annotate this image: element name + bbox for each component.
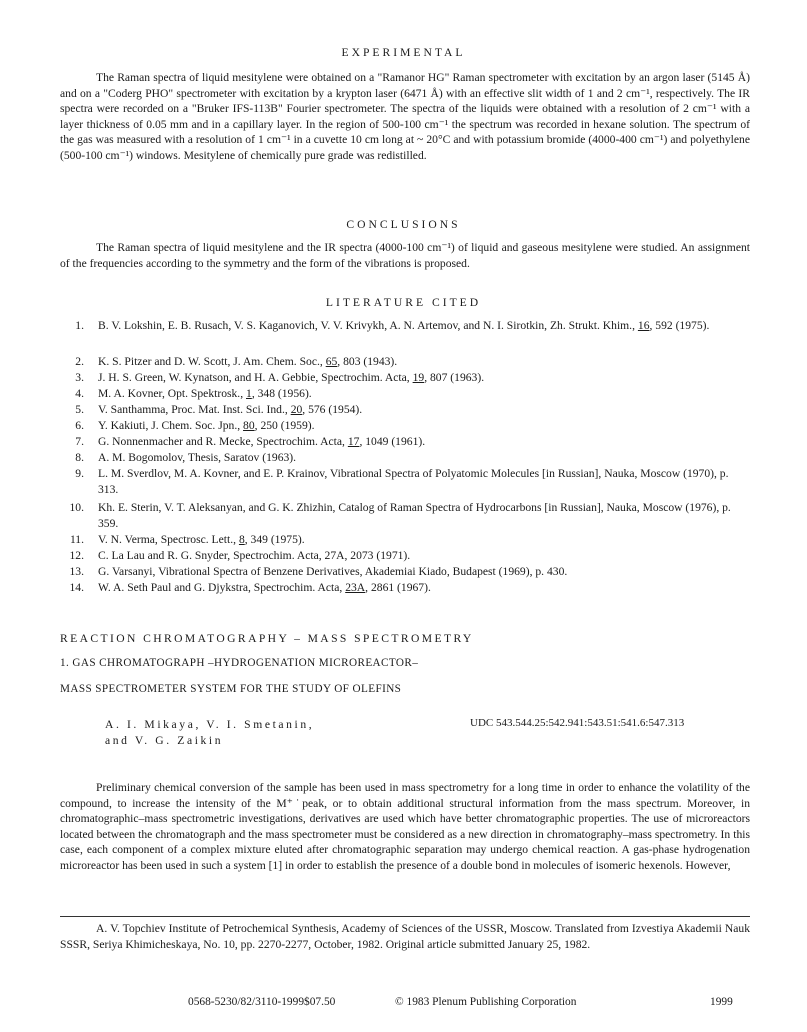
- reference-citation: A. M. Bogomolov, Thesis, Saratov (1963).: [98, 451, 297, 464]
- reference-volume: 1: [246, 387, 252, 400]
- reference-volume: 8: [238, 533, 245, 546]
- literature-heading: LITERATURE CITED: [325, 296, 482, 309]
- reference-number: 7.: [75, 435, 84, 448]
- reference-citation: C. La Lau and R. G. Snyder, Spectrochim. Acta, 27A, 2073 (1971).: [98, 549, 411, 562]
- reference-text: [98, 402, 750, 418]
- reference-number: 6.: [75, 419, 84, 432]
- reference-number: 8.: [75, 451, 84, 464]
- reference-citation: K. S. Pitzer and D. W. Scott, J. Am. Chem. Soc.,: [98, 355, 323, 368]
- reference-volume: 16: [637, 319, 650, 332]
- reference-citation: V. Santhamma, Proc. Mat. Inst. Sci. Ind.,: [98, 403, 288, 416]
- reference-pages: , 592 (1975).: [649, 319, 710, 332]
- experimental-paragraph: The Raman spectra of liquid mesitylene were obtained on a "Ramanor HG" Raman spectrometer with excitation by an argon laser (5145 Å) and on a "Coderg PHO" spectrometer with excitation by a krypton laser (6471 Å) with an effective slit width of 1 and 2 cm⁻¹, respectively. The IR spectra were recorded on a "Bruker IFS-113B" Fourier spectrometer. The spectra of the liquids were obtained with a resolution of 2 cm⁻¹ with a layer thickness of 0.05 mm and in a capillary layer. In the region of 500-100 cm⁻¹ the spectrum was recorded in hexane solution. The spectrum of the gas was measured with a resolution of 1 cm⁻¹ in a cuvette 10 cm long at ~ 20°C and with potassium bromide (4000-400 cm⁻¹) and polyethylene (500-100 cm⁻¹) windows. Mesitylene of chemically pure grade was redistilled.: [60, 71, 750, 162]
- reference-text: [98, 500, 750, 531]
- authors-line-2: and V. G. Zaikin: [105, 734, 224, 747]
- reference-pages: , 803 (1943).: [337, 355, 398, 368]
- reference-text: [98, 564, 750, 580]
- experimental-heading: EXPERIMENTAL: [341, 46, 466, 59]
- reference-number: 9.: [75, 467, 84, 480]
- reference-text: [98, 450, 750, 466]
- reference-volume: 19: [412, 371, 425, 384]
- reference-number: 3.: [75, 371, 84, 384]
- reference-text: [98, 434, 750, 450]
- reference-number: 10.: [69, 501, 84, 514]
- reference-text: [98, 532, 750, 548]
- journal-code: 0568-5230/82/3110-1999$07.50: [188, 996, 336, 1008]
- reference-volume: 80: [243, 419, 255, 432]
- reference-number: 12.: [69, 549, 84, 562]
- reference-number: 14.: [69, 581, 84, 594]
- reference-citation: J. H. S. Green, W. Kynatson, and H. A. Gebbie, Spectrochim. Acta,: [98, 371, 410, 384]
- reference-pages: , 250 (1959).: [254, 419, 315, 432]
- reference-text: [98, 370, 750, 386]
- reference-pages: , 348 (1956).: [251, 387, 312, 400]
- reference-citation: W. A. Seth Paul and G. Djykstra, Spectrochim. Acta,: [98, 581, 343, 594]
- reference-volume: 20: [290, 403, 303, 416]
- udc-code: UDC 543.544.25:542.941:543.51:541.6:547.313: [470, 717, 685, 729]
- series-title: REACTION CHROMATOGRAPHY – MASS SPECTROMETRY: [60, 632, 474, 645]
- reference-text: [98, 354, 750, 370]
- reference-pages: , 576 (1954).: [302, 403, 363, 416]
- footnote-divider: [60, 916, 750, 917]
- footnote: A. V. Topchiev Institute of Petrochemical Synthesis, Academy of Sciences of the USSR, Moscow. Translated from Izvestiya Akademii Nauk SSSR, Seriya Khimicheskaya, No. 10, pp. 2270-2277, October, 1982. Original article submitted January 25, 1982.: [60, 922, 750, 951]
- reference-citation: G. Nonnenmacher and R. Mecke, Spectrochim. Acta,: [98, 435, 345, 448]
- reference-number: 1.: [75, 319, 84, 332]
- reference-volume: 65: [325, 355, 338, 368]
- reference-number: 2.: [75, 355, 84, 368]
- reference-volume: 17: [347, 435, 360, 448]
- reference-volume: 23A: [345, 581, 366, 594]
- reference-citation: B. V. Lokshin, E. B. Rusach, V. S. Kaganovich, V. V. Krivykh, A. N. Artemov, and N. I. Sirotkin, Zh. Strukt. Khim.,: [98, 319, 635, 332]
- conclusions-paragraph: The Raman spectra of liquid mesitylene and the IR spectra (4000-100 cm⁻¹) of liquid and gaseous mesitylene were studied. An assignment of the frequencies according to the symmetry and the form of the vibrations is proposed.: [60, 241, 750, 270]
- page-number: 1999: [710, 996, 733, 1008]
- authors: [105, 717, 314, 749]
- reference-pages: , 349 (1975).: [244, 533, 305, 546]
- article-subtitle-line-1: 1. GAS CHROMATOGRAPH –HYDROGENATION MICROREACTOR–: [60, 657, 419, 669]
- reference-citation: G. Varsanyi, Vibrational Spectra of Benzene Derivatives, Akademiai Kiado, Budapest (1969), p. 430.: [98, 565, 568, 578]
- reference-citation: V. N. Verma, Spectrosc. Lett.,: [98, 533, 237, 546]
- reference-text: [98, 418, 750, 434]
- conclusions-heading: CONCLUSIONS: [346, 218, 461, 231]
- reference-number: 13.: [69, 565, 84, 578]
- reference-citation: Y. Kakiuti, J. Chem. Soc. Jpn.,: [98, 419, 241, 432]
- reference-citation: Kh. E. Sterin, V. T. Aleksanyan, and G. K. Zhizhin, Catalog of Raman Spectra of Hydrocarbons [in Russian], Nauka, Moscow (1976), p. 359.: [98, 501, 731, 530]
- reference-text: [98, 386, 750, 402]
- reference-text: [98, 580, 750, 596]
- reference-pages: , 1049 (1961).: [359, 435, 426, 448]
- reference-citation: L. M. Sverdlov, M. A. Kovner, and E. P. Krainov, Vibrational Spectra of Polyatomic Molecules [in Russian], Nauka, Moscow (1970), p. 313.: [98, 467, 729, 496]
- reference-number: 11.: [69, 533, 84, 546]
- reference-text: [98, 548, 750, 564]
- reference-number: 5.: [75, 403, 84, 416]
- reference-number: 4.: [75, 387, 84, 400]
- article-subtitle-line-2: MASS SPECTROMETER SYSTEM FOR THE STUDY OF OLEFINS: [60, 683, 402, 695]
- reference-text: [98, 318, 750, 334]
- copyright: © 1983 Plenum Publishing Corporation: [395, 996, 577, 1008]
- reference-citation: M. A. Kovner, Opt. Spektrosk.,: [98, 387, 244, 400]
- reference-pages: , 807 (1963).: [424, 371, 485, 384]
- intro-paragraph: Preliminary chemical conversion of the sample has been used in mass spectrometry for a long time in order to enhance the volatility of the compound, to increase the intensity of the M⁺˙peak, or to obtain additional structural information from the mass spectrum. Moreover, in chromatographic–mass spectrometric investigations, derivatives are used which have better chromatographic properties. The use of microreactors located between the chromatograph and the mass spectrometer must be considered as a new direction in chromatography–mass spectrometry. In this case, each component of a complex mixture eluted after chromatographic separation may undergo chemical reaction. A gas-phase hydrogenation microreactor has been used in such a system [1] in order to establish the presence of a double bond in molecules of isomeric hexenols. However,: [60, 781, 750, 872]
- reference-pages: , 2861 (1967).: [365, 581, 431, 594]
- authors-line-1: A. I. Mikaya, V. I. Smetanin,: [105, 718, 315, 731]
- reference-text: [98, 466, 750, 497]
